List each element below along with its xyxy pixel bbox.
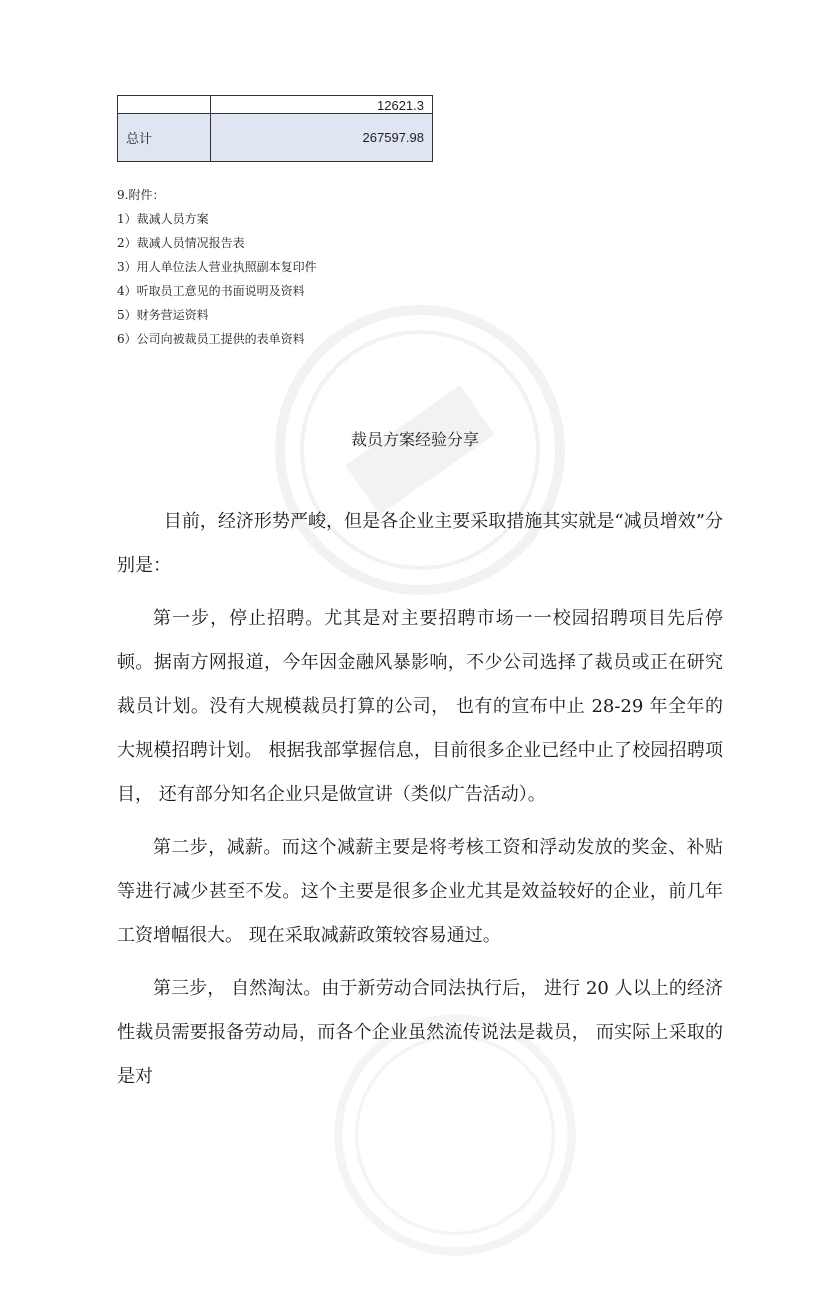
attachment-item: 2）裁减人员情况报告表 bbox=[117, 236, 245, 250]
attachment-item: 6）公司向被裁员工提供的表单资料 bbox=[117, 332, 305, 346]
paragraph: 目前，经济形势严峻，但是各企业主要采取措施其实就是“减员增效”分别是： bbox=[117, 511, 723, 576]
article-title: 裁员方案经验分享 bbox=[350, 430, 479, 449]
table-row bbox=[118, 96, 433, 114]
paragraph: 第一步，停止招聘。尤其是对主要招聘市场一一校园招聘项目先后停顿。据南方网报道，今年因金融风暴影响，不少公司选择了裁员或正在研究裁员计划。没有大规模裁员打算的公司， 也有的宣布中止 28-29 年全年的大规模招聘计划。 根据我部掌握信息，目前很多企业已经中止了校园招聘项目， 还有部分知名企业只是做宣讲（类似广告活动）。 bbox=[117, 608, 723, 805]
cost-summary-table bbox=[117, 95, 433, 162]
article-body bbox=[117, 500, 723, 1108]
paragraph: 第二步，减薪。而这个减薪主要是将考核工资和浮动发放的奖金、补贴等进行减少甚至不发。这个主要是很多企业尤其是效益较好的企业，前几年工资增幅很大。 现在采取减薪政策较容易通过。 bbox=[117, 837, 723, 946]
attachments-section bbox=[117, 183, 317, 351]
attachment-item: 3）用人单位法人营业执照副本复印件 bbox=[117, 260, 317, 274]
paragraph: 第三步， 自然淘汰。由于新劳动合同法执行后， 进行 20 人以上的经济性裁员需要报备劳动局，而各个企业虽然流传说法是裁员， 而实际上采取的是对 bbox=[117, 978, 723, 1087]
attachment-item: 4）听取员工意见的书面说明及资料 bbox=[117, 284, 305, 298]
row-value: 12621.3 bbox=[211, 96, 433, 114]
total-label: 总计 bbox=[118, 114, 211, 162]
attachment-item: 5）财务营运资料 bbox=[117, 308, 209, 322]
attachment-item: 1）裁减人员方案 bbox=[117, 212, 209, 226]
total-value: 267597.98 bbox=[211, 114, 433, 162]
row-label bbox=[118, 96, 211, 114]
attachments-heading: 9.附件： bbox=[117, 188, 165, 202]
total-row bbox=[118, 114, 433, 162]
